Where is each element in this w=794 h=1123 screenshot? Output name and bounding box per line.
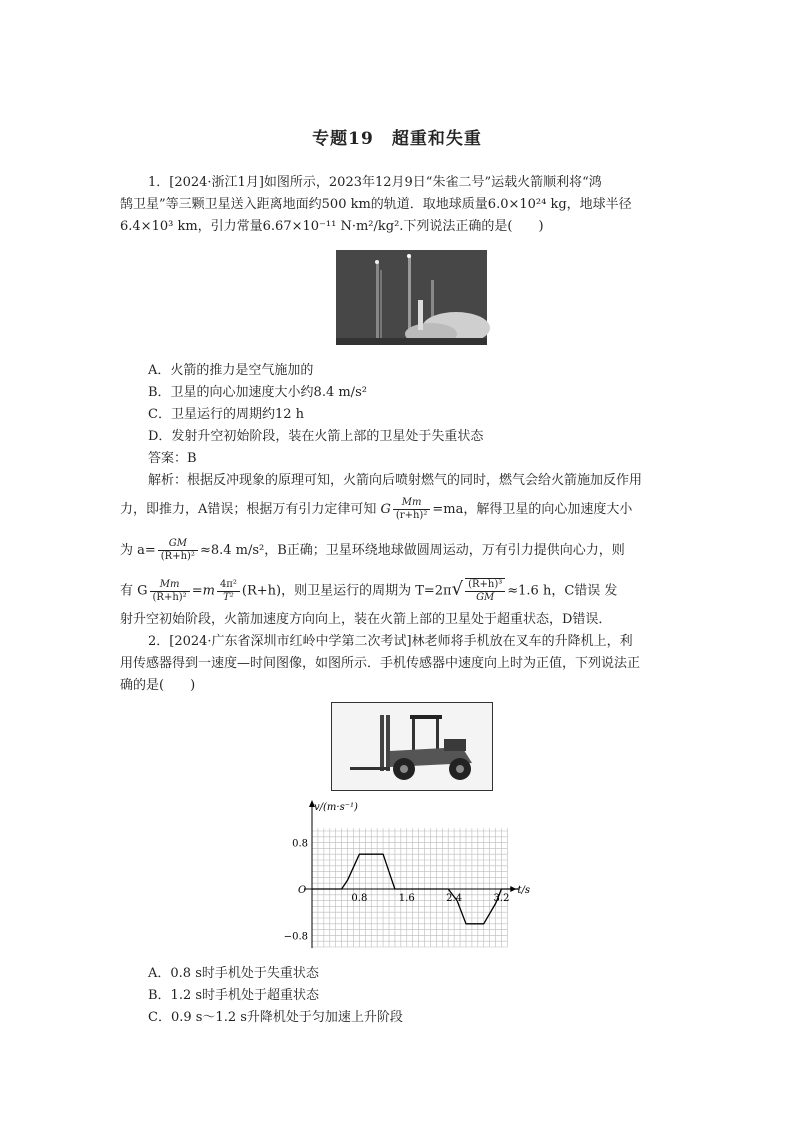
- origin-label: O: [298, 885, 307, 896]
- y-tick-label: −0.8: [283, 931, 308, 943]
- fraction-numerator: Mm: [150, 579, 190, 592]
- q1-option-d: D．发射升空初始阶段，装在火箭上部的卫星处于失重状态: [148, 429, 484, 444]
- fraction-denominator: T²: [223, 591, 234, 603]
- analysis-text: =ma，解得卫星的向心加速度大小: [432, 502, 633, 517]
- fraction: [158, 538, 198, 563]
- q1-analysis-line: [120, 497, 680, 522]
- x-tick-label: 0.8: [351, 893, 368, 904]
- symbol-m: m: [202, 583, 215, 599]
- q1-analysis-line: [120, 538, 680, 563]
- forklift-photo: [331, 702, 493, 791]
- fraction-denominator: GM: [476, 592, 495, 603]
- q1-analysis-line: 射升空初始阶段，火箭加速度方向向上，装在火箭上部的卫星处于超重状态，D错误．: [120, 612, 612, 627]
- fraction-denominator: (r+h)²: [395, 510, 428, 521]
- fraction-denominator: (R+h)²: [160, 551, 195, 562]
- fraction-numerator: (R+h)³: [465, 579, 505, 592]
- q1-option-c: C．卫星运行的周期约12 h: [148, 407, 304, 422]
- q1-analysis-line: 解析：根据反冲现象的原理可知，火箭向后喷射燃气的同时，燃气会给火箭施加反作用: [148, 473, 643, 488]
- fraction: [393, 497, 430, 522]
- q1-stem-line: 鹄卫星”等三颗卫星送入距离地面约500 km的轨道．取地球质量6.0×10²⁴ kg，地球半径: [120, 197, 632, 212]
- q1-option-a: A．火箭的推力是空气施加的: [148, 363, 314, 378]
- x-tick-label: 2.4: [446, 893, 463, 904]
- velocity-time-chart: [283, 798, 550, 958]
- page-title: 专题19 超重和失重: [312, 129, 482, 149]
- sqrt-sign: √: [451, 578, 464, 600]
- analysis-text: ≈1.6 h，C错误 发: [507, 583, 618, 599]
- y-axis-label: v/(m·s⁻¹): [314, 802, 358, 813]
- fraction-denominator: (R+h)²: [152, 591, 187, 603]
- symbol-G: G: [380, 502, 391, 517]
- fraction-numerator: 4π²: [217, 579, 240, 592]
- x-tick-label: 1.6: [398, 893, 415, 904]
- fraction: [217, 579, 240, 604]
- fraction-numerator: GM: [158, 538, 198, 551]
- q1-analysis-line: 有 G $\frac{Mm}{\text{(R+h)²}}$ =m $\frac{\text{4π²}}{\text{T²}}$ (R+h)，则卫星运行的周期为 T=2π√ $\frac{\text{(R+h)³}}{GM}$ ≈1.6 h，C错误 发: [120, 578, 618, 603]
- rocket-launch-photo: [336, 250, 487, 345]
- y-tick-label: 0.8: [292, 838, 308, 850]
- q1-option-b: B．卫星的向心加速度大小约8.4 m/s²: [148, 385, 367, 400]
- q1-stem-line: 1．[2024·浙江1月]如图所示，2023年12月9日“朱雀二号”运载火箭顺利将“鸿: [148, 175, 602, 190]
- fraction: [150, 579, 190, 604]
- q2-option-a: A．0.8 s时手机处于失重状态: [148, 966, 319, 981]
- forklift-image: [332, 703, 492, 790]
- q1-stem-line: 6.4×10³ km，引力常量6.67×10⁻¹¹ N·m²/kg².下列说法正确的是( ): [120, 219, 544, 234]
- x-tick-label: 3.2: [493, 893, 510, 904]
- analysis-text: ≈8.4 m/s²，B正确；卫星环绕地球做圆周运动，万有引力提供向心力，则: [199, 543, 625, 558]
- q2-stem-line: 2．[2024·广东省深圳市红岭中学第二次考试]林老师将手机放在叉车的升降机上，利: [148, 634, 633, 649]
- q2-stem-line: 确的是( ): [120, 678, 196, 693]
- analysis-text: 有 G: [120, 583, 148, 599]
- q2-option-b: B．1.2 s时手机处于超重状态: [148, 988, 320, 1003]
- q2-option-c: C．0.9 s～1.2 s升降机处于匀加速上升阶段: [148, 1010, 403, 1025]
- rocket-launch-image: [336, 250, 487, 345]
- fraction: [465, 578, 505, 604]
- q2-stem-line: 用传感器得到一速度—时间图像，如图所示．手机传感器中速度向上时为正值，下列说法正: [120, 656, 641, 671]
- q1-answer: 答案：B: [148, 451, 197, 466]
- analysis-text: 为 a=: [120, 543, 156, 558]
- fraction-numerator: Mm: [393, 497, 430, 510]
- analysis-text: 力，即推力，A错误；根据万有引力定律可知: [120, 502, 377, 517]
- x-axis-label: t/s: [517, 885, 531, 896]
- analysis-text: (R+h)，则卫星运行的周期为 T=2π: [241, 583, 452, 599]
